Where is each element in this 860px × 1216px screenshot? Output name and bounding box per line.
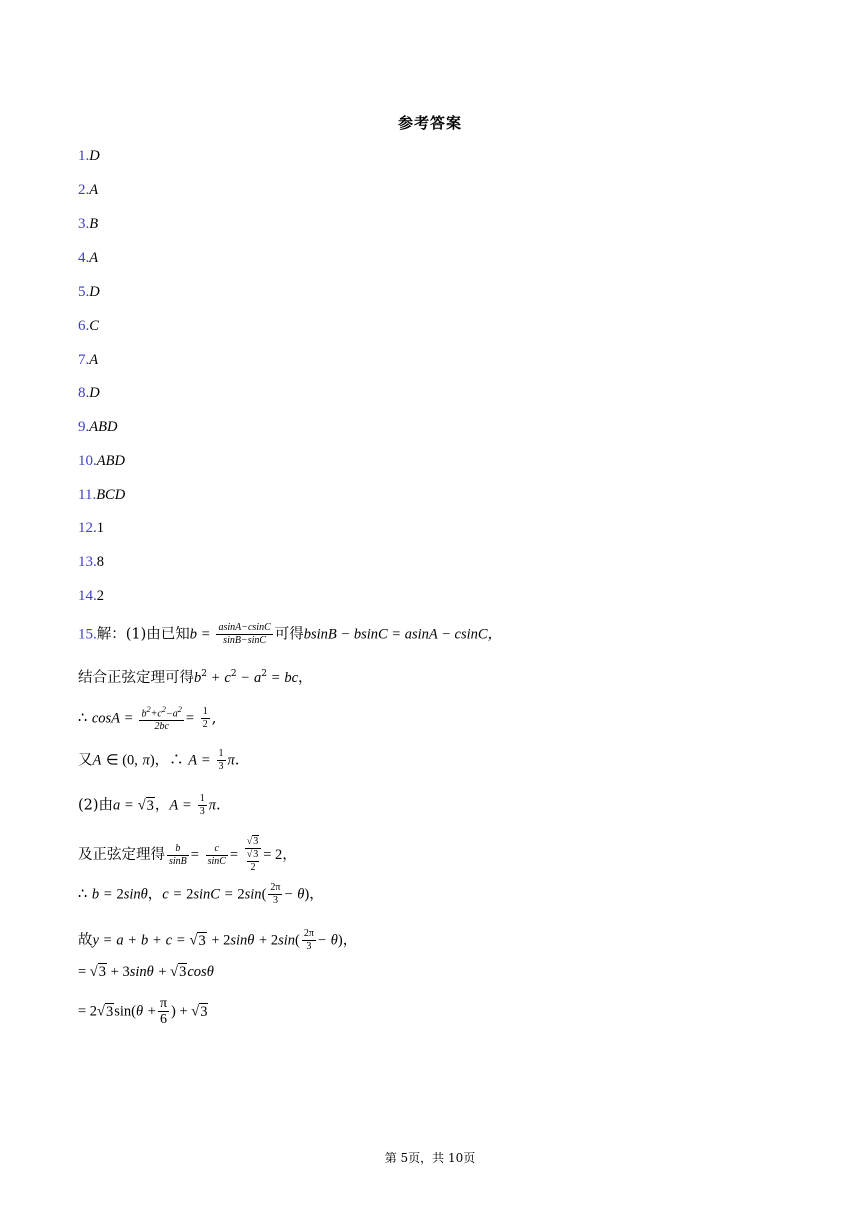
fraction: $\frac{asinA-csinC}{\sin B-\sin C}$ <box>218 622 271 646</box>
solution-line-1: 15.解：(1)由已知b = $\frac{asinA-csinC}{\sin B-\sin C}$ 可得bsinB − bsinC = asinA − csinC， <box>78 622 503 646</box>
solution-line-8: 故y = a + b + c = √3 + 2sinθ + 2sin( $\frac{2\pi}{3}$ − θ)， <box>78 928 358 952</box>
page-title: 参考答案 <box>397 114 462 132</box>
solution-line-7: ∴ b = 2sinθ，c = 2sinC = 2sin( $\frac{2\pi}{3}$ − θ)， <box>78 882 324 906</box>
answer-item: 9.ABD <box>78 419 118 435</box>
solution-line-10: = 2√3sin(θ + $\frac{\pi}{6}$ ) + √3 <box>78 996 208 1027</box>
answer-item: 4.A <box>78 250 99 266</box>
solution-line-3: ∴ cosA = $\frac{b^2+c^2-a^2}{2bc}$ = $\frac{1}{2}$ , <box>78 705 217 733</box>
answer-item: 1.D <box>78 148 100 164</box>
solution-line-5: (2)由a = √3，A = $\frac{1}{3}$ π. <box>78 793 221 817</box>
answer-item: 7.A <box>78 352 99 368</box>
answer-item: 5.D <box>78 284 100 300</box>
answer-item: 6.C <box>78 318 99 334</box>
answer-item: 3.B <box>78 216 99 232</box>
answer-item: 12.1 <box>78 520 104 536</box>
solution-line-2: 结合正弦定理可得$b^2 + c^2 - a^2$ = bc， <box>78 669 313 686</box>
answer-item: 2.A <box>78 182 99 198</box>
answer-item: 14.2 <box>78 588 104 604</box>
page-footer: 第 5页，共 10页 <box>384 1151 476 1165</box>
answer-item: 11.BCD <box>78 487 126 503</box>
solution-line-6: 及正弦定理得 $\frac{b}{\sin B}$ = $\frac{c}{\sin C}$ = √3 √3 2 = 2， <box>78 836 297 873</box>
answer-item: 13.8 <box>78 554 104 570</box>
solution-line-9: = √3 + 3sinθ + √3cosθ <box>78 964 214 980</box>
answer-item: 8.D <box>78 385 100 401</box>
solution-line-4: 又A ∈ (0, π)，∴ A = $\frac{1}{3}$ π. <box>78 748 240 772</box>
answer-item: 10.ABD <box>78 453 125 469</box>
